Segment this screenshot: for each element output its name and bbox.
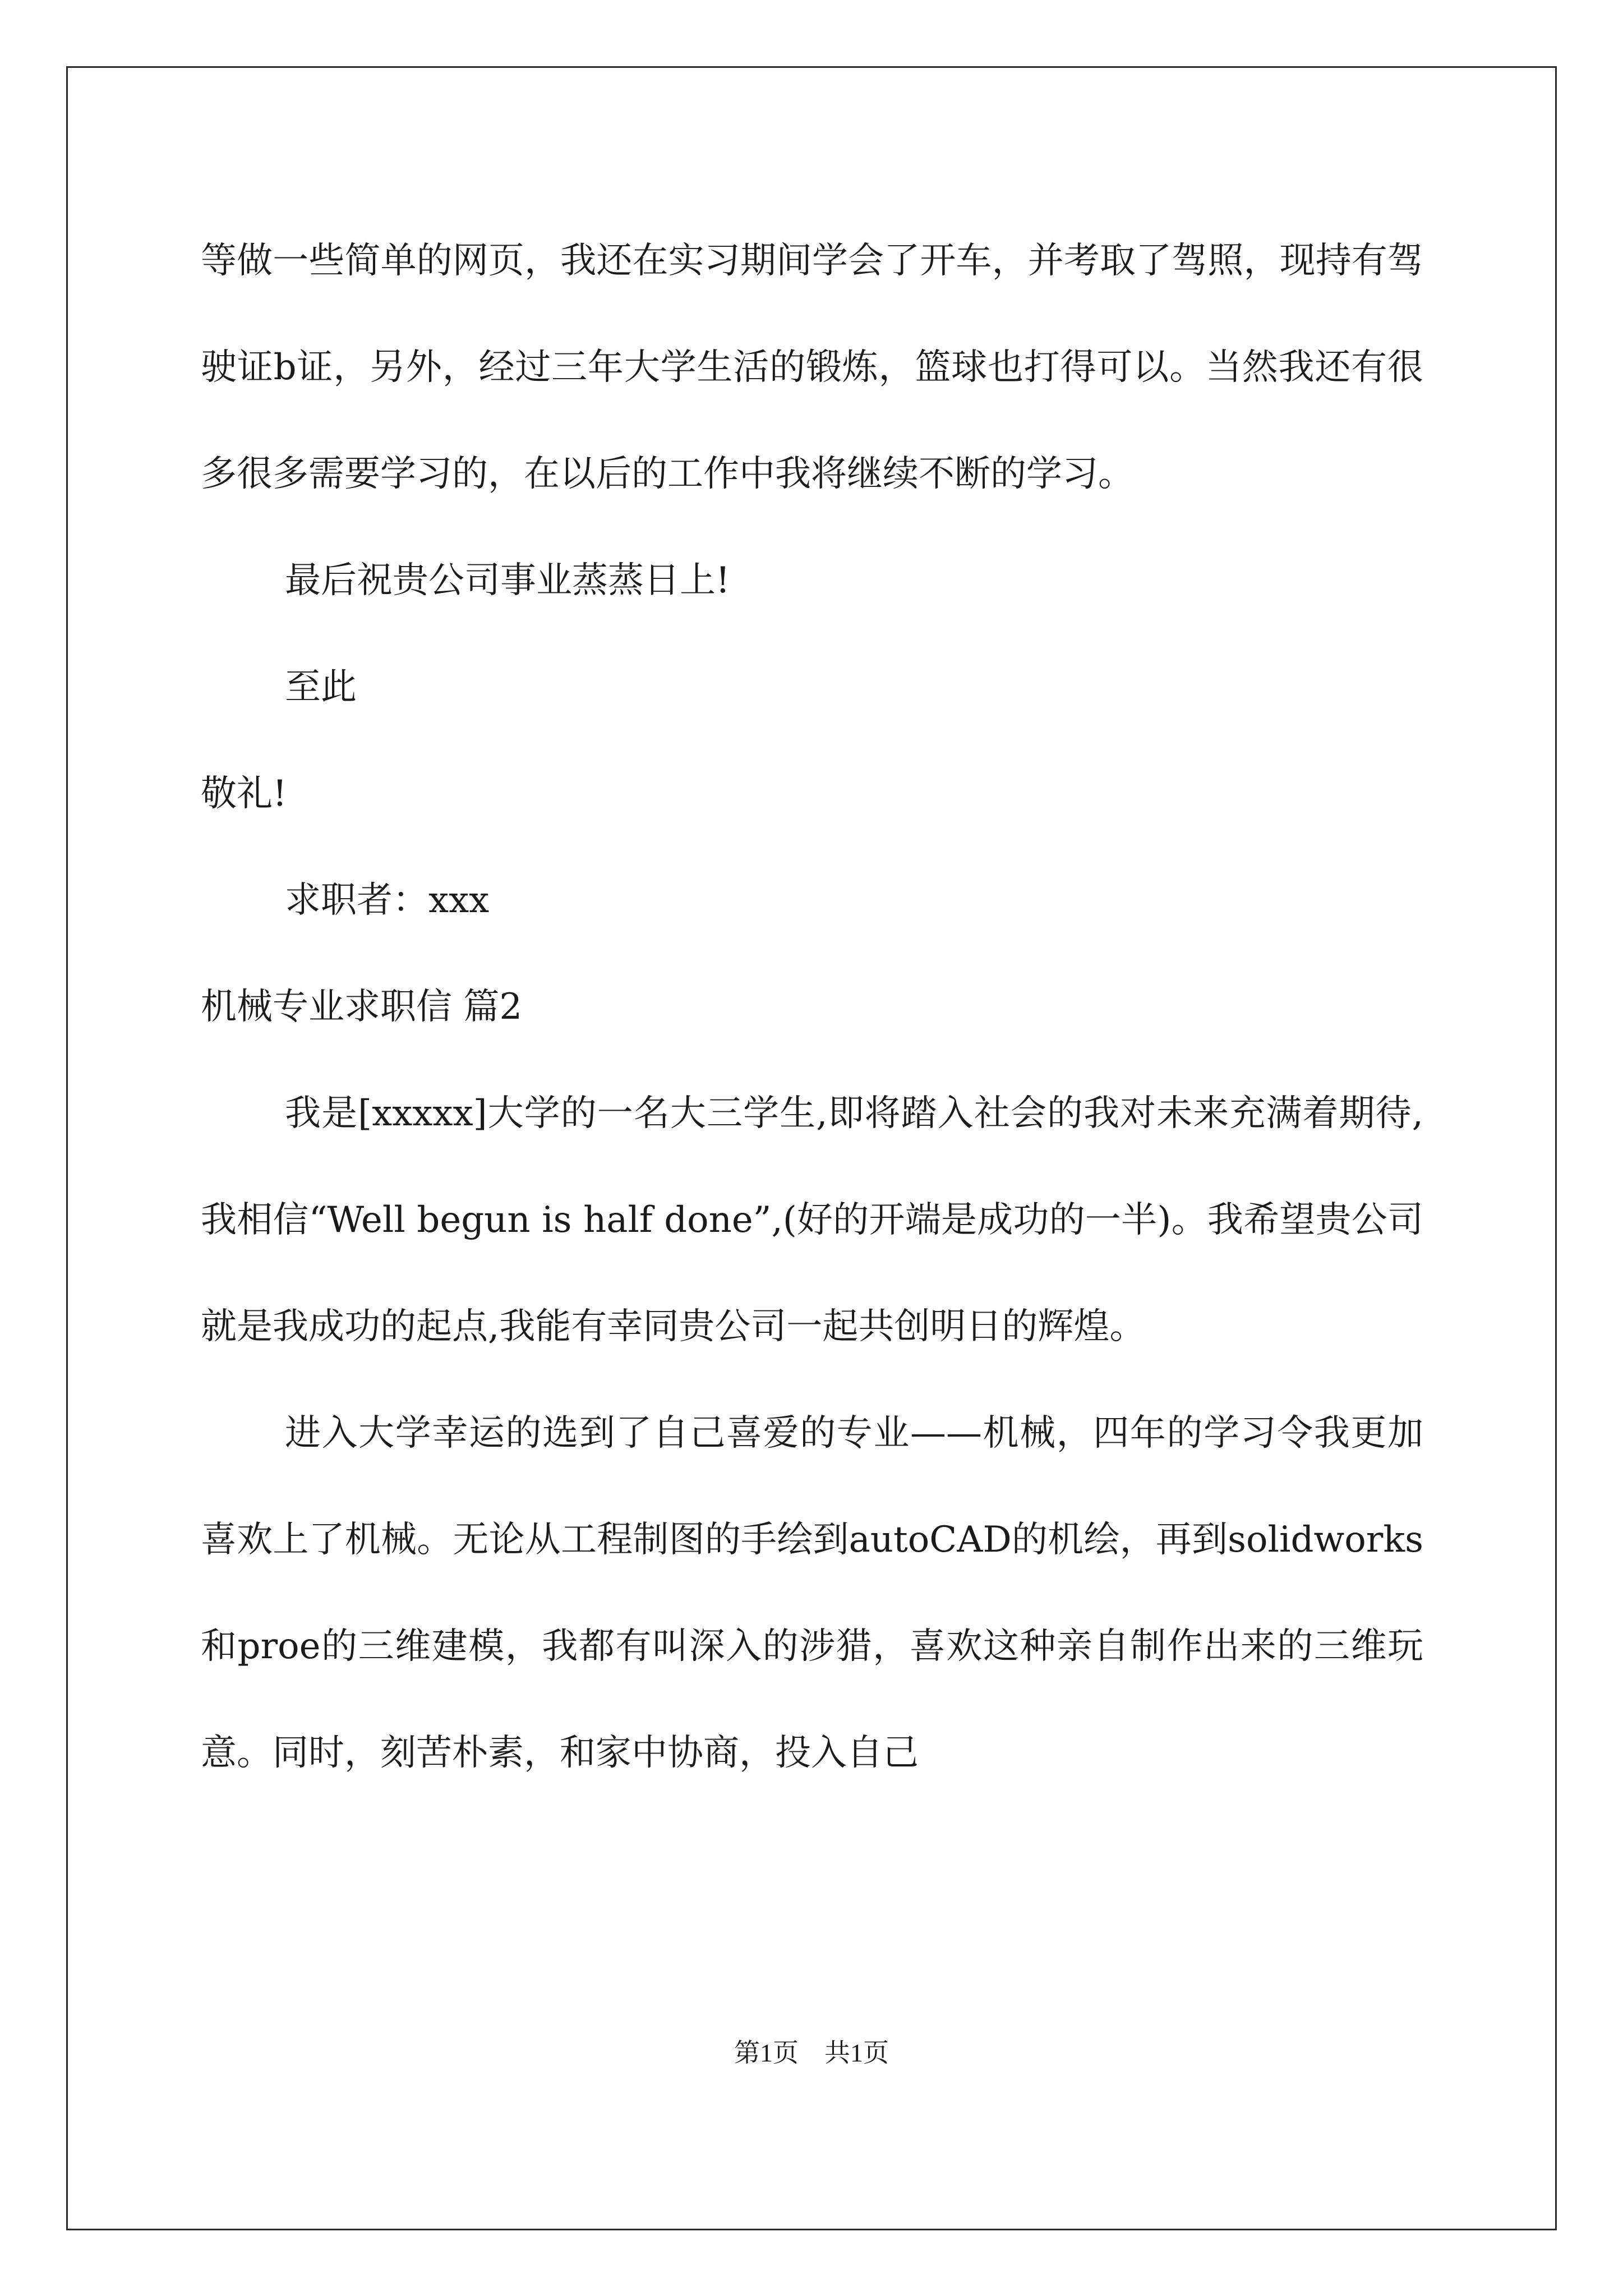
- section-heading: 机械专业求职信 篇2: [201, 986, 523, 1028]
- paragraph: 我是[xxxxx]大学的一名大三学生,即将踏入社会的我对未来充满着期待,我相信“Well begun is half done”,(好的开端是成功的一半)。我希望贵公司就是我成功的起点,我能有幸同贵公司一起共创明日的辉煌。: [201, 1093, 1423, 1347]
- page-footer: 第1页 共1页: [734, 2039, 889, 2067]
- paragraph: 进入大学幸运的选到了自己喜爱的专业——机械，四年的学习令我更加喜欢上了机械。无论从工程制图的手绘到autoCAD的机绘，再到solidworks和proe的三维建模，我都有叫深入的涉猎，喜欢这种亲自制作出来的三维玩意。同时，刻苦朴素，和家中协商，投入自己: [201, 1412, 1423, 1774]
- paragraph: 求职者：xxx: [285, 880, 490, 921]
- paragraph: 敬礼!: [201, 773, 287, 815]
- paragraph: 最后祝贵公司事业蒸蒸日上!: [285, 560, 730, 601]
- paragraph: 等做一些简单的网页，我还在实习期间学会了开车，并考取了驾照，现持有驾驶证b证，另外，经过三年大学生活的锻炼，篮球也打得可以。当然我还有很多很多需要学习的，在以后的工作中我将继续不断的学习。: [201, 240, 1423, 495]
- paragraph: 至此: [285, 666, 357, 708]
- document-body: [201, 208, 1423, 1806]
